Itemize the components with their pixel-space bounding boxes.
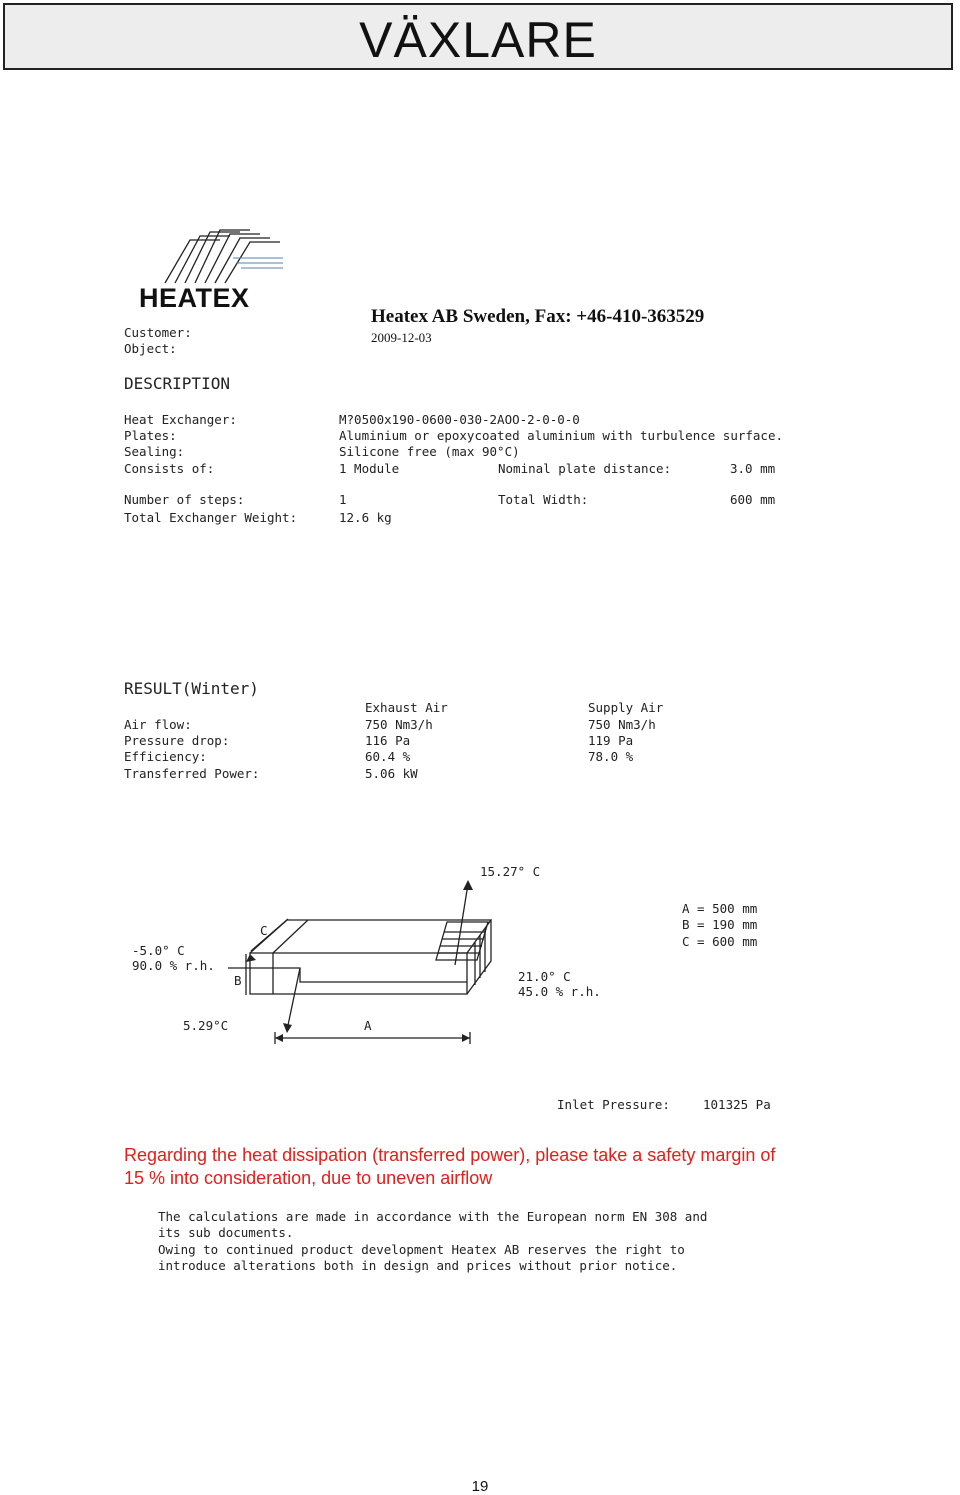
- top-temp-label: 15.27° C: [480, 864, 541, 879]
- footnote-line: Owing to continued product development Heatex AB reserves the right to: [158, 1242, 685, 1257]
- dimension-a-label: A: [364, 1018, 372, 1033]
- plate-distance-label: Nominal plate distance:: [498, 461, 672, 476]
- notice-line: 15 % into consideration, due to uneven airflow: [124, 1168, 493, 1188]
- result-row-exhaust: 5.06 kW: [365, 766, 418, 781]
- customer-label: Customer:: [124, 325, 192, 340]
- plate-distance-value: 3.0 mm: [730, 461, 776, 476]
- safety-margin-notice: [124, 1144, 864, 1190]
- plates-value: Aluminium or epoxycoated aluminium with turbulence surface.: [339, 428, 784, 443]
- notice-line: Regarding the heat dissipation (transferred power), please take a safety margin of: [124, 1145, 776, 1165]
- inlet-pressure-label: Inlet Pressure:: [557, 1097, 670, 1112]
- result-row-supply: 78.0 %: [588, 749, 634, 764]
- result-row-label: Pressure drop:: [124, 733, 230, 748]
- result-row-supply: 119 Pa: [588, 733, 634, 748]
- heatex-logo-icon: [145, 228, 285, 288]
- logo-text: HEATEX: [139, 283, 250, 313]
- result-row-label: Efficiency:: [124, 749, 207, 764]
- result-row-exhaust: 750 Nm3/h: [365, 717, 433, 732]
- weight-label: Total Exchanger Weight:: [124, 510, 298, 525]
- dimension-b-label: B: [234, 973, 242, 988]
- sealing-value: Silicone free (max 90°C): [339, 444, 520, 459]
- result-row-exhaust: 116 Pa: [365, 733, 411, 748]
- page-number: 19: [471, 1478, 489, 1495]
- footnote-line: its sub documents.: [158, 1225, 294, 1240]
- plates-label: Plates:: [124, 428, 177, 443]
- heat-exchanger-value: M?0500x190-0600-030-2AOO-2-0-0-0: [339, 412, 580, 427]
- sealing-label: Sealing:: [124, 444, 185, 459]
- dim-b-value: B = 190 mm: [682, 917, 758, 932]
- bottom-temp-label: 5.29°C: [183, 1018, 229, 1033]
- footnote-line: The calculations are made in accordance with the European norm EN 308 and: [158, 1209, 708, 1224]
- dimension-c-label: C: [260, 923, 268, 938]
- consists-label: Consists of:: [124, 461, 215, 476]
- dim-c-value: C = 600 mm: [682, 934, 758, 949]
- total-width-label: Total Width:: [498, 492, 589, 507]
- result-row-supply: 750 Nm3/h: [588, 717, 656, 732]
- weight-value: 12.6 kg: [339, 510, 392, 525]
- consists-value: 1 Module: [339, 461, 400, 476]
- result-title: RESULT(Winter): [124, 679, 259, 698]
- result-row-label: Air flow:: [124, 717, 192, 732]
- result-row-label: Transferred Power:: [124, 766, 260, 781]
- inlet-pressure-value: 101325 Pa: [703, 1097, 771, 1112]
- dim-a-value: A = 500 mm: [682, 901, 758, 916]
- heat-exchanger-diagram: [0, 850, 960, 1050]
- company-date: 2009-12-03: [371, 330, 432, 345]
- col-supply-header: Supply Air: [588, 700, 664, 715]
- object-label: Object:: [124, 341, 177, 356]
- heat-exchanger-label: Heat Exchanger:: [124, 412, 237, 427]
- steps-value: 1: [339, 492, 347, 507]
- steps-label: Number of steps:: [124, 492, 245, 507]
- right-temp-label: 21.0° C: [518, 969, 571, 984]
- description-title: DESCRIPTION: [124, 374, 230, 393]
- page-title: VÄXLARE: [359, 12, 597, 68]
- left-temp-label: -5.0° C: [132, 943, 185, 958]
- total-width-value: 600 mm: [730, 492, 776, 507]
- col-exhaust-header: Exhaust Air: [365, 700, 448, 715]
- page-header: [3, 3, 953, 70]
- footnote-line: introduce alterations both in design and prices without prior notice.: [158, 1258, 678, 1273]
- company-line: Heatex AB Sweden, Fax: +46-410-363529: [371, 306, 705, 327]
- right-rh-label: 45.0 % r.h.: [518, 984, 601, 999]
- left-rh-label: 90.0 % r.h.: [132, 958, 215, 973]
- result-row-exhaust: 60.4 %: [365, 749, 411, 764]
